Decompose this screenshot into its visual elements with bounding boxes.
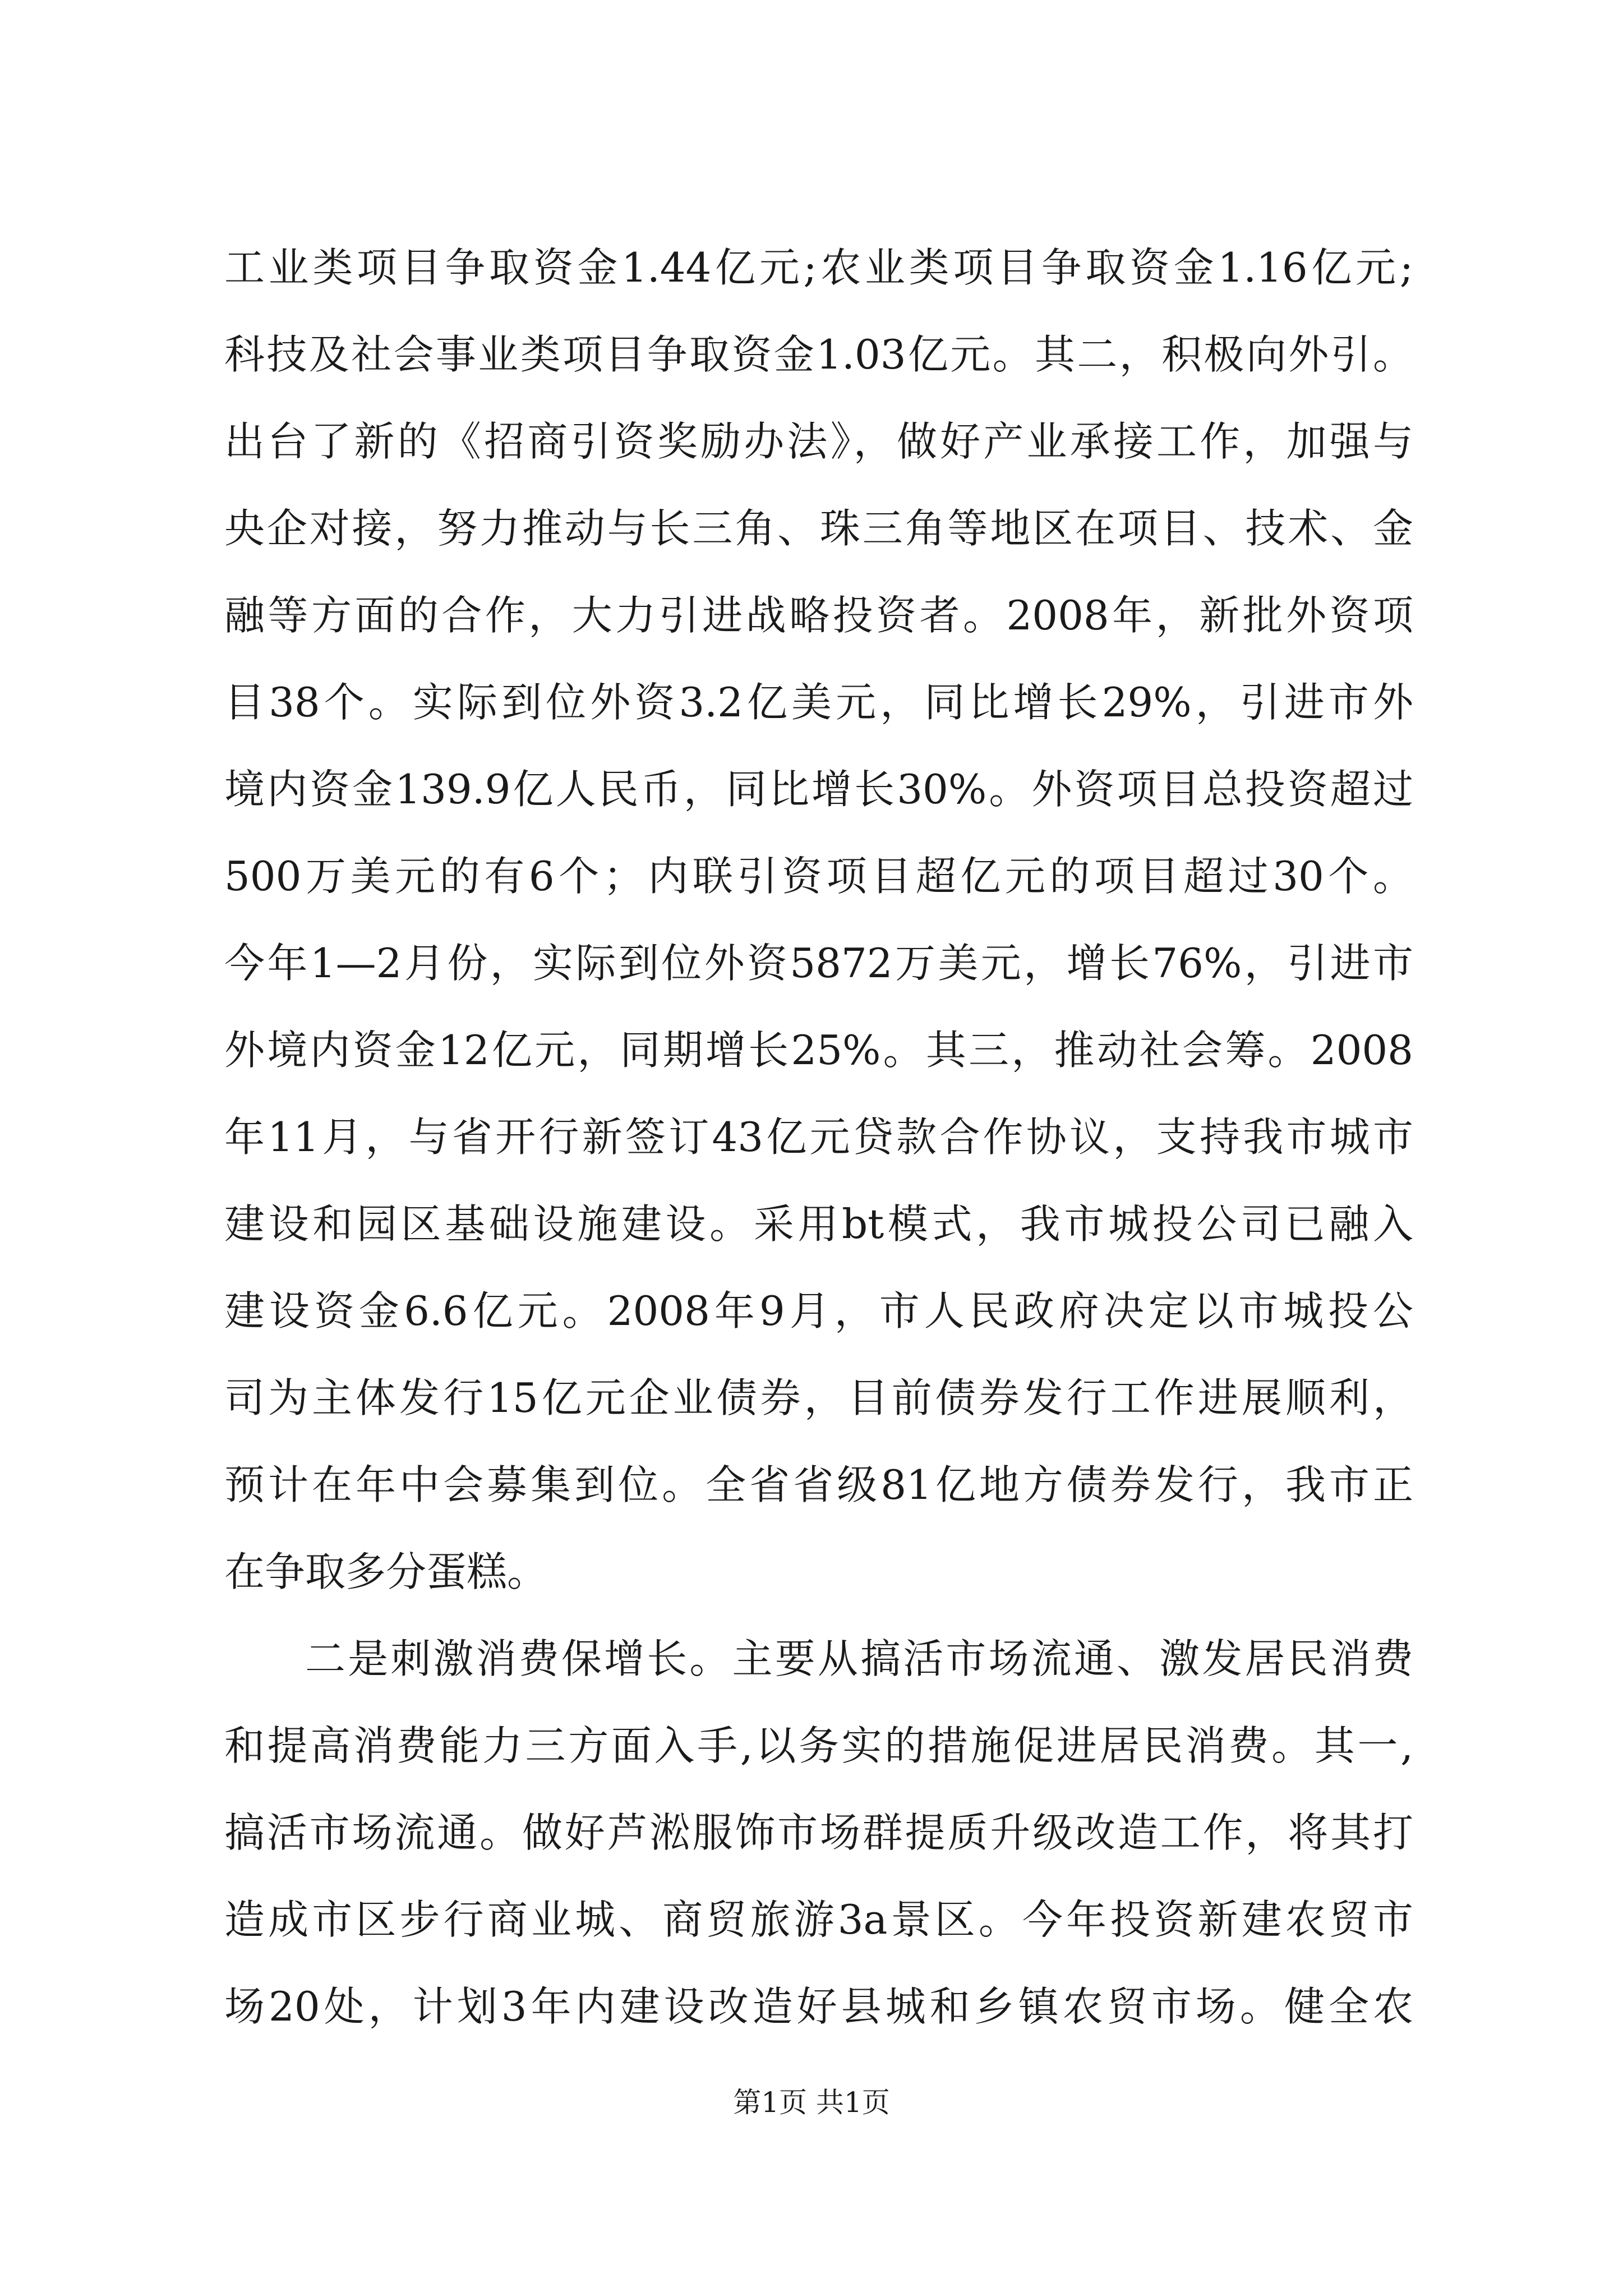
text-line: 500万美元的有6个；内联引资项目超亿元的项目超过30个。 (224, 853, 1413, 900)
text-line: 工业类项目争取资金1.44亿元;农业类项目争取资金1.16亿元; (224, 244, 1413, 291)
text-line: 建设资金6.6亿元。2008年9月，市人民政府决定以市城投公 (224, 1287, 1413, 1335)
text-line: 和提高消费能力三方面入手,以务实的措施促进居民消费。其一, (224, 1722, 1413, 1769)
text-line: 出台了新的《招商引资奖励办法》，做好产业承接工作，加强与 (224, 418, 1413, 465)
text-line: 融等方面的合作，大力引进战略投资者。2008年，新批外资项 (224, 592, 1413, 639)
page-footer: 第1页 共1页 (733, 2086, 890, 2119)
text-line: 外境内资金12亿元，同期增长25%。其三，推动社会筹。2008 (224, 1027, 1413, 1074)
text-line: 年11月，与省开行新签订43亿元贷款合作协议，支持我市城市 (224, 1114, 1413, 1161)
text-line: 造成市区步行商业城、商贸旅游3a景区。今年投资新建农贸市 (224, 1896, 1413, 1943)
text-line: 央企对接，努力推动与长三角、珠三角等地区在项目、技术、金 (224, 505, 1413, 552)
text-line: 今年1—2月份，实际到位外资5872万美元，增长76%，引进市 (224, 940, 1413, 987)
text-line: 科技及社会事业类项目争取资金1.03亿元。其二，积极向外引。 (224, 331, 1413, 378)
text-line: 境内资金139.9亿人民币，同比增长30%。外资项目总投资超过 (224, 766, 1413, 813)
text-line: 司为主体发行15亿元企业债券，目前债券发行工作进展顺利， (224, 1374, 1413, 1421)
text-line: 场20处，计划3年内建设改造好县城和乡镇农贸市场。健全农 (224, 1983, 1413, 2030)
text-line: 建设和园区基础设施建设。采用bt模式，我市城投公司已融入 (224, 1200, 1413, 1248)
text-line: 预计在年中会募集到位。全省省级81亿地方债券发行，我市正 (224, 1461, 1413, 1508)
text-line: 目38个。实际到位外资3.2亿美元，同比增长29%，引进市外 (224, 679, 1413, 726)
text-line: 搞活市场流通。做好芦淞服饰市场群提质升级改造工作，将其打 (224, 1809, 1413, 1856)
text-line: 二是刺激消费保增长。主要从搞活市场流通、激发居民消费 (305, 1635, 1413, 1682)
text-line: 在争取多分蛋糕。 (224, 1548, 548, 1595)
body-text (224, 224, 1413, 2050)
